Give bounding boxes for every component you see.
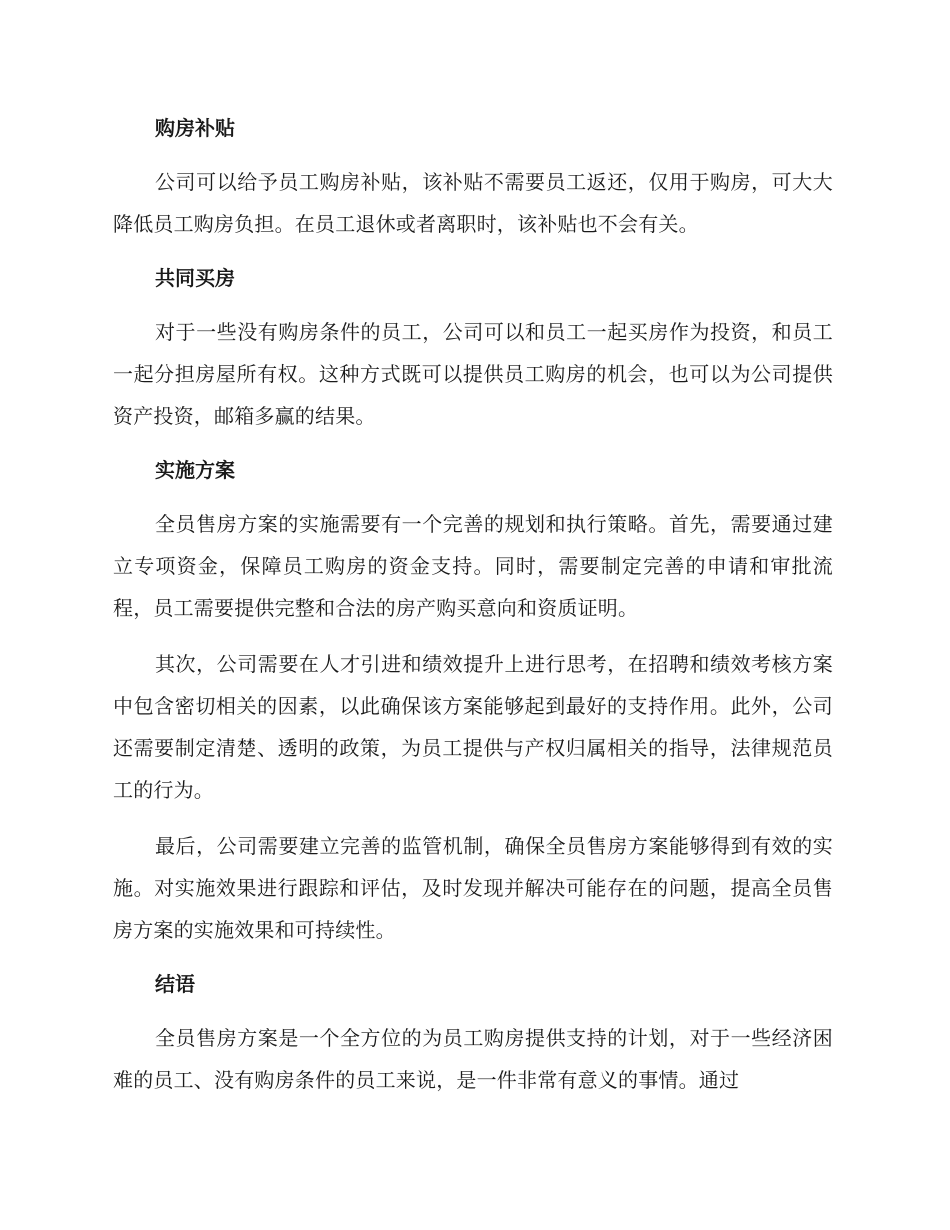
document-page: [113, 107, 833, 1101]
paragraph: 全员售房方案的实施需要有一个完善的规划和执行策略。首先，需要通过建立专项资金，保障员工购房的资金支持。同时，需要制定完善的申请和审批流程，员工需要提供完整和合法的房产购买意向和资质证明。: [113, 512, 833, 620]
paragraph: 公司可以给予员工购房补贴，该补贴不需要员工返还，仅用于购房，可大大降低员工购房负担。在员工退休或者离职时，该补贴也不会有关。: [113, 170, 833, 236]
section-heading: 实施方案: [155, 458, 235, 482]
paragraph: 对于一些没有购房条件的员工，公司可以和员工一起买房作为投资，和员工一起分担房屋所有权。这种方式既可以提供员工购房的机会，也可以为公司提供资产投资，邮箱多赢的结果。: [113, 320, 833, 428]
paragraph: 全员售房方案是一个全方位的为员工购房提供支持的计划，对于一些经济困难的员工、没有购房条件的员工来说，是一件非常有意义的事情。通过: [113, 1026, 833, 1092]
paragraph: 其次，公司需要在人才引进和绩效提升上进行思考，在招聘和绩效考核方案中包含密切相关的因素，以此确保该方案能够起到最好的支持作用。此外，公司还需要制定清楚、透明的政策，为员工提供与产权归属相关的指导，法律规范员工的行为。: [113, 652, 833, 802]
paragraph: 最后，公司需要建立完善的监管机制，确保全员售房方案能够得到有效的实施。对实施效果进行跟踪和评估，及时发现并解决可能存在的问题，提高全员售房方案的实施效果和可持续性。: [113, 834, 833, 942]
section-heading: 购房补贴: [155, 116, 235, 140]
section-heading: 共同买房: [155, 266, 235, 290]
section-heading: 结语: [155, 972, 195, 996]
